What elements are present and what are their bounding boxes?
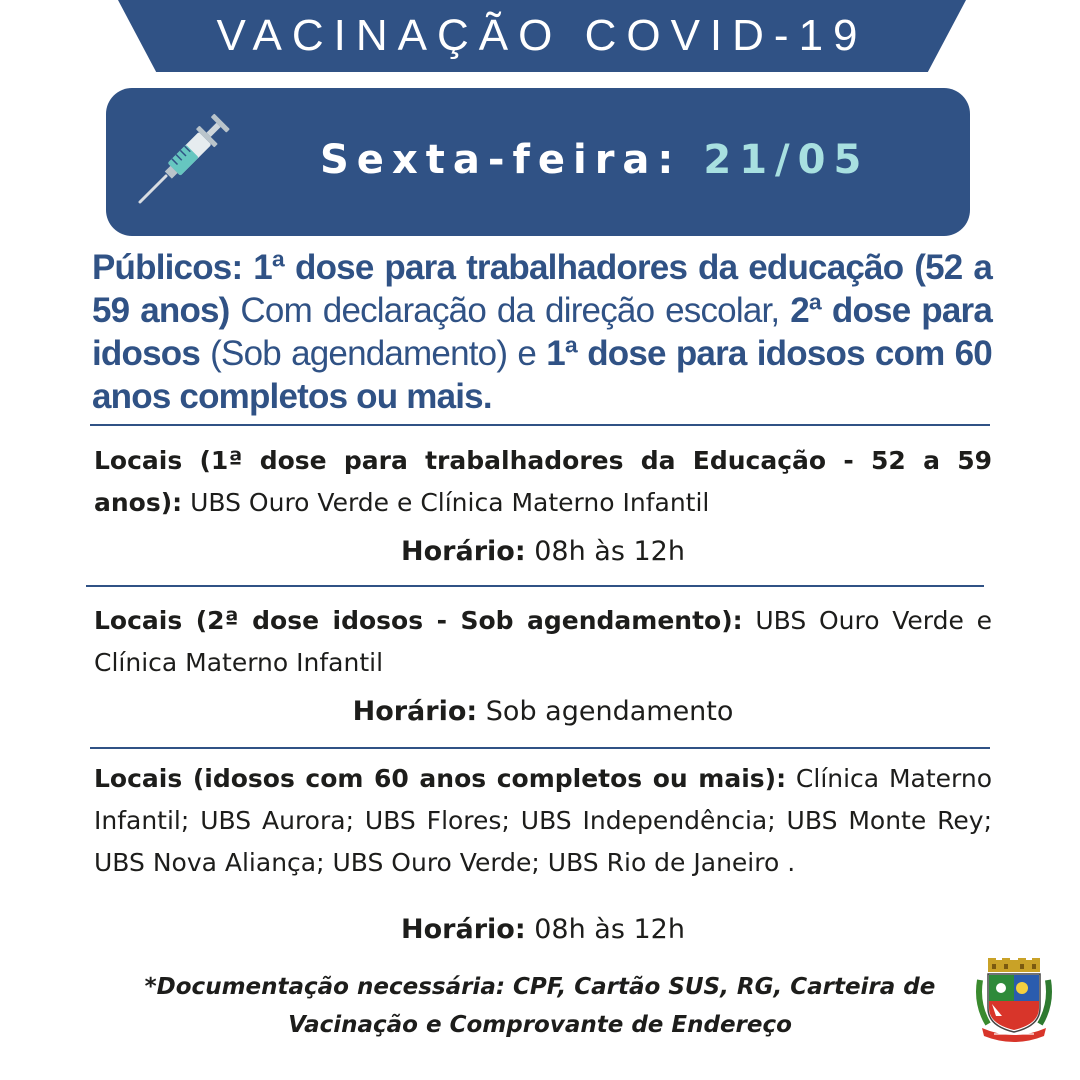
section-3-places: Clínica Materno Infantil; UBS Aurora; UBS Flores; UBS Independência; UBS Monte Rey; UBS Nova Aliança; UBS Ouro Verde; UBS Rio de Janeiro . [94, 764, 992, 877]
divider [90, 747, 990, 749]
publics-part2: 2ª dose para idosos [92, 291, 992, 373]
locations-section-3 [94, 758, 992, 884]
note-line-2: Vacinação e Comprovante de Endereço [288, 1012, 792, 1038]
publics-paragraph [92, 246, 992, 418]
section-3-label: Locais (idosos com 60 anos completos ou mais): [94, 764, 787, 793]
hours-1-value: 08h às 12h [534, 536, 685, 567]
publics-part3: 1ª dose para idosos com 60 anos completos ou mais. [92, 334, 992, 416]
section-2-label: Locais (2ª dose idosos - Sob agendamento): [94, 606, 743, 635]
publics-label: Públicos: [92, 248, 243, 287]
publics-part2-note: (Sob agendamento) e [210, 334, 537, 373]
note-line-1: *Documentação necessária: CPF, Cartão SUS, RG, Carteira de [144, 974, 936, 1000]
hours-3-label: Horário: [401, 914, 526, 945]
hours-1-label: Horário: [401, 536, 526, 567]
publics-part1: 1ª dose para trabalhadores da educação (52 a 59 anos) [92, 248, 992, 330]
weekday-label: Sexta-feira: [320, 137, 682, 183]
date-line [320, 132, 869, 188]
date-value: 21/05 [703, 137, 870, 183]
page-title: VACINAÇÃO COVID-19 [216, 11, 868, 60]
section-1-places: UBS Ouro Verde e Clínica Materno Infantil [190, 488, 710, 517]
publics-part1-note: Com declaração da direção escolar, [240, 291, 780, 330]
hours-3 [94, 912, 992, 948]
syringe-icon [130, 100, 242, 212]
hours-3-value: 08h às 12h [534, 914, 685, 945]
coat-of-arms-icon [974, 956, 1054, 1042]
hours-2 [94, 694, 992, 730]
section-1-label: Locais (1ª dose para trabalhadores da Educação - 52 a 59 anos): [94, 446, 992, 517]
hours-2-label: Horário: [352, 696, 478, 727]
locations-section-1 [94, 440, 992, 524]
hours-2-value: Sob agendamento [485, 696, 734, 727]
section-2-places: UBS Ouro Verde e Clínica Materno Infantil [94, 606, 992, 677]
divider [86, 585, 984, 587]
documentation-note [110, 968, 970, 1044]
locations-section-2 [94, 600, 992, 684]
hours-1 [94, 534, 992, 570]
divider [90, 424, 990, 426]
